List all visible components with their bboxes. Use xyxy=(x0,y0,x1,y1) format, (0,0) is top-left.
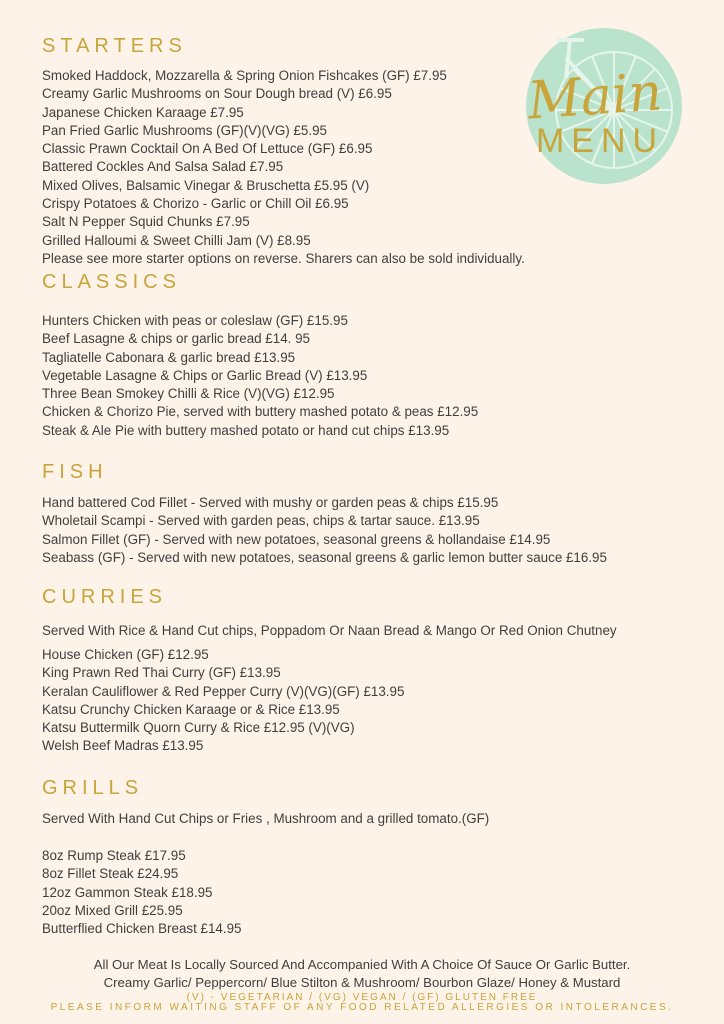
fish-list xyxy=(42,494,607,567)
menu-item: 20oz Mixed Grill £25.95 xyxy=(42,902,183,918)
menu-item: Welsh Beef Madras £13.95 xyxy=(42,738,204,754)
grills-note: Served With Hand Cut Chips or Fries , Mushroom and a grilled tomato.(GF) xyxy=(42,811,490,826)
grills-heading: GRILLS xyxy=(42,777,144,799)
fish-heading: FISH xyxy=(42,461,108,483)
menu-item: Three Bean Smokey Chilli & Rice (V)(VG) £12.95 xyxy=(42,386,335,402)
footer-meat-note: All Our Meat Is Locally Sourced And Accompanied With A Choice Of Sauce Or Garlic Butter. xyxy=(93,957,631,972)
menu-item: Keralan Cauliflower & Red Pepper Curry (V)(VG)(GF) £13.95 xyxy=(42,683,405,699)
menu-item: Mixed Olives, Balsamic Vinegar & Bruschetta £5.95 (V) xyxy=(42,177,370,193)
menu-item: Pan Fried Garlic Mushrooms (GF)(V)(VG) £5.95 xyxy=(42,122,327,138)
menu-item: Beef Lasagne & chips or garlic bread £14. 95 xyxy=(42,331,310,347)
menu-item: Grilled Halloumi & Sweet Chilli Jam (V) £8.95 xyxy=(42,232,311,248)
logo-menu-word: MENU xyxy=(535,122,665,160)
menu-logo xyxy=(496,18,696,198)
menu-item: Chicken & Chorizo Pie, served with buttery mashed potato & peas £12.95 xyxy=(42,404,479,420)
footer-sauce-list: Creamy Garlic/ Peppercorn/ Blue Stilton & Mushroom/ Bourbon Glaze/ Honey & Mustard xyxy=(103,975,621,990)
menu-item: 8oz Rump Steak £17.95 xyxy=(42,848,186,863)
menu-item: Butterflied Chicken Breast £14.95 xyxy=(42,921,242,937)
menu-item: Smoked Haddock, Mozzarella & Spring Onion Fishcakes (GF) £7.95 xyxy=(42,68,447,83)
curries-note: Served With Rice & Hand Cut chips, Poppadom Or Naan Bread & Mango Or Red Onion Chutney xyxy=(42,623,617,638)
menu-item: Salmon Fillet (GF) - Served with new potatoes, seasonal greens & hollandaise £14.95 xyxy=(42,531,551,547)
menu-item: House Chicken (GF) £12.95 xyxy=(42,647,209,662)
menu-item: Battered Cockles And Salsa Salad £7.95 xyxy=(42,159,284,175)
menu-item: Katsu Crunchy Chicken Karaage or & Rice £13.95 xyxy=(42,701,340,717)
curries-list xyxy=(42,646,404,756)
menu-item: Classic Prawn Cocktail On A Bed Of Lettuce (GF) £6.95 xyxy=(42,141,373,157)
menu-item: Seabass (GF) - Served with new potatoes, seasonal greens & garlic lemon butter sauce £16.95 xyxy=(42,549,607,565)
menu-item: Steak & Ale Pie with buttery mashed potato or hand cut chips £13.95 xyxy=(42,422,450,438)
menu-item: Creamy Garlic Mushrooms on Sour Dough bread (V) £6.95 xyxy=(42,86,392,102)
menu-item: Tagliatelle Cabonara & garlic bread £13.95 xyxy=(42,349,296,365)
footer-dietary-key: (V) - VEGETARIAN / (VG) VEGAN / (GF) GLUTEN FREE xyxy=(186,992,538,1003)
menu-item: Crispy Potatoes & Chorizo - Garlic or Chill Oil £6.95 xyxy=(42,196,349,212)
grills-list xyxy=(42,847,242,938)
footer-allergy-notice: PLEASE INFORM WAITING STAFF OF ANY FOOD RELATED ALLERGIES OR INTOLERANCES. xyxy=(50,1002,674,1013)
menu-item: Hand battered Cod Fillet - Served with mushy or garden peas & chips £15.95 xyxy=(42,495,499,510)
logo-script: Main xyxy=(525,62,664,132)
menu-item: 8oz Fillet Steak £24.95 xyxy=(42,866,179,882)
classics-list xyxy=(42,312,478,440)
menu-item: 12oz Gammon Steak £18.95 xyxy=(42,884,213,900)
starters-note: Please see more starter options on reverse. Sharers can also be sold individually. xyxy=(42,250,525,266)
starters-list xyxy=(42,67,525,268)
menu-item: Vegetable Lasagne & Chips or Garlic Bread (V) £13.95 xyxy=(42,367,368,383)
menu-item: Wholetail Scampi - Served with garden peas, chips & tartar sauce. £13.95 xyxy=(42,513,480,529)
menu-item: Salt N Pepper Squid Chunks £7.95 xyxy=(42,214,250,230)
menu-item: Japanese Chicken Karaage £7.95 xyxy=(42,104,244,120)
menu-item: Katsu Buttermilk Quorn Curry & Rice £12.95 (V)(VG) xyxy=(42,720,355,736)
curries-heading: CURRIES xyxy=(42,586,168,608)
menu-item: Hunters Chicken with peas or coleslaw (GF) £15.95 xyxy=(42,313,348,328)
menu-item: King Prawn Red Thai Curry (GF) £13.95 xyxy=(42,665,281,681)
classics-heading: CLASSICS xyxy=(42,271,181,293)
starters-heading: STARTERS xyxy=(42,35,187,57)
